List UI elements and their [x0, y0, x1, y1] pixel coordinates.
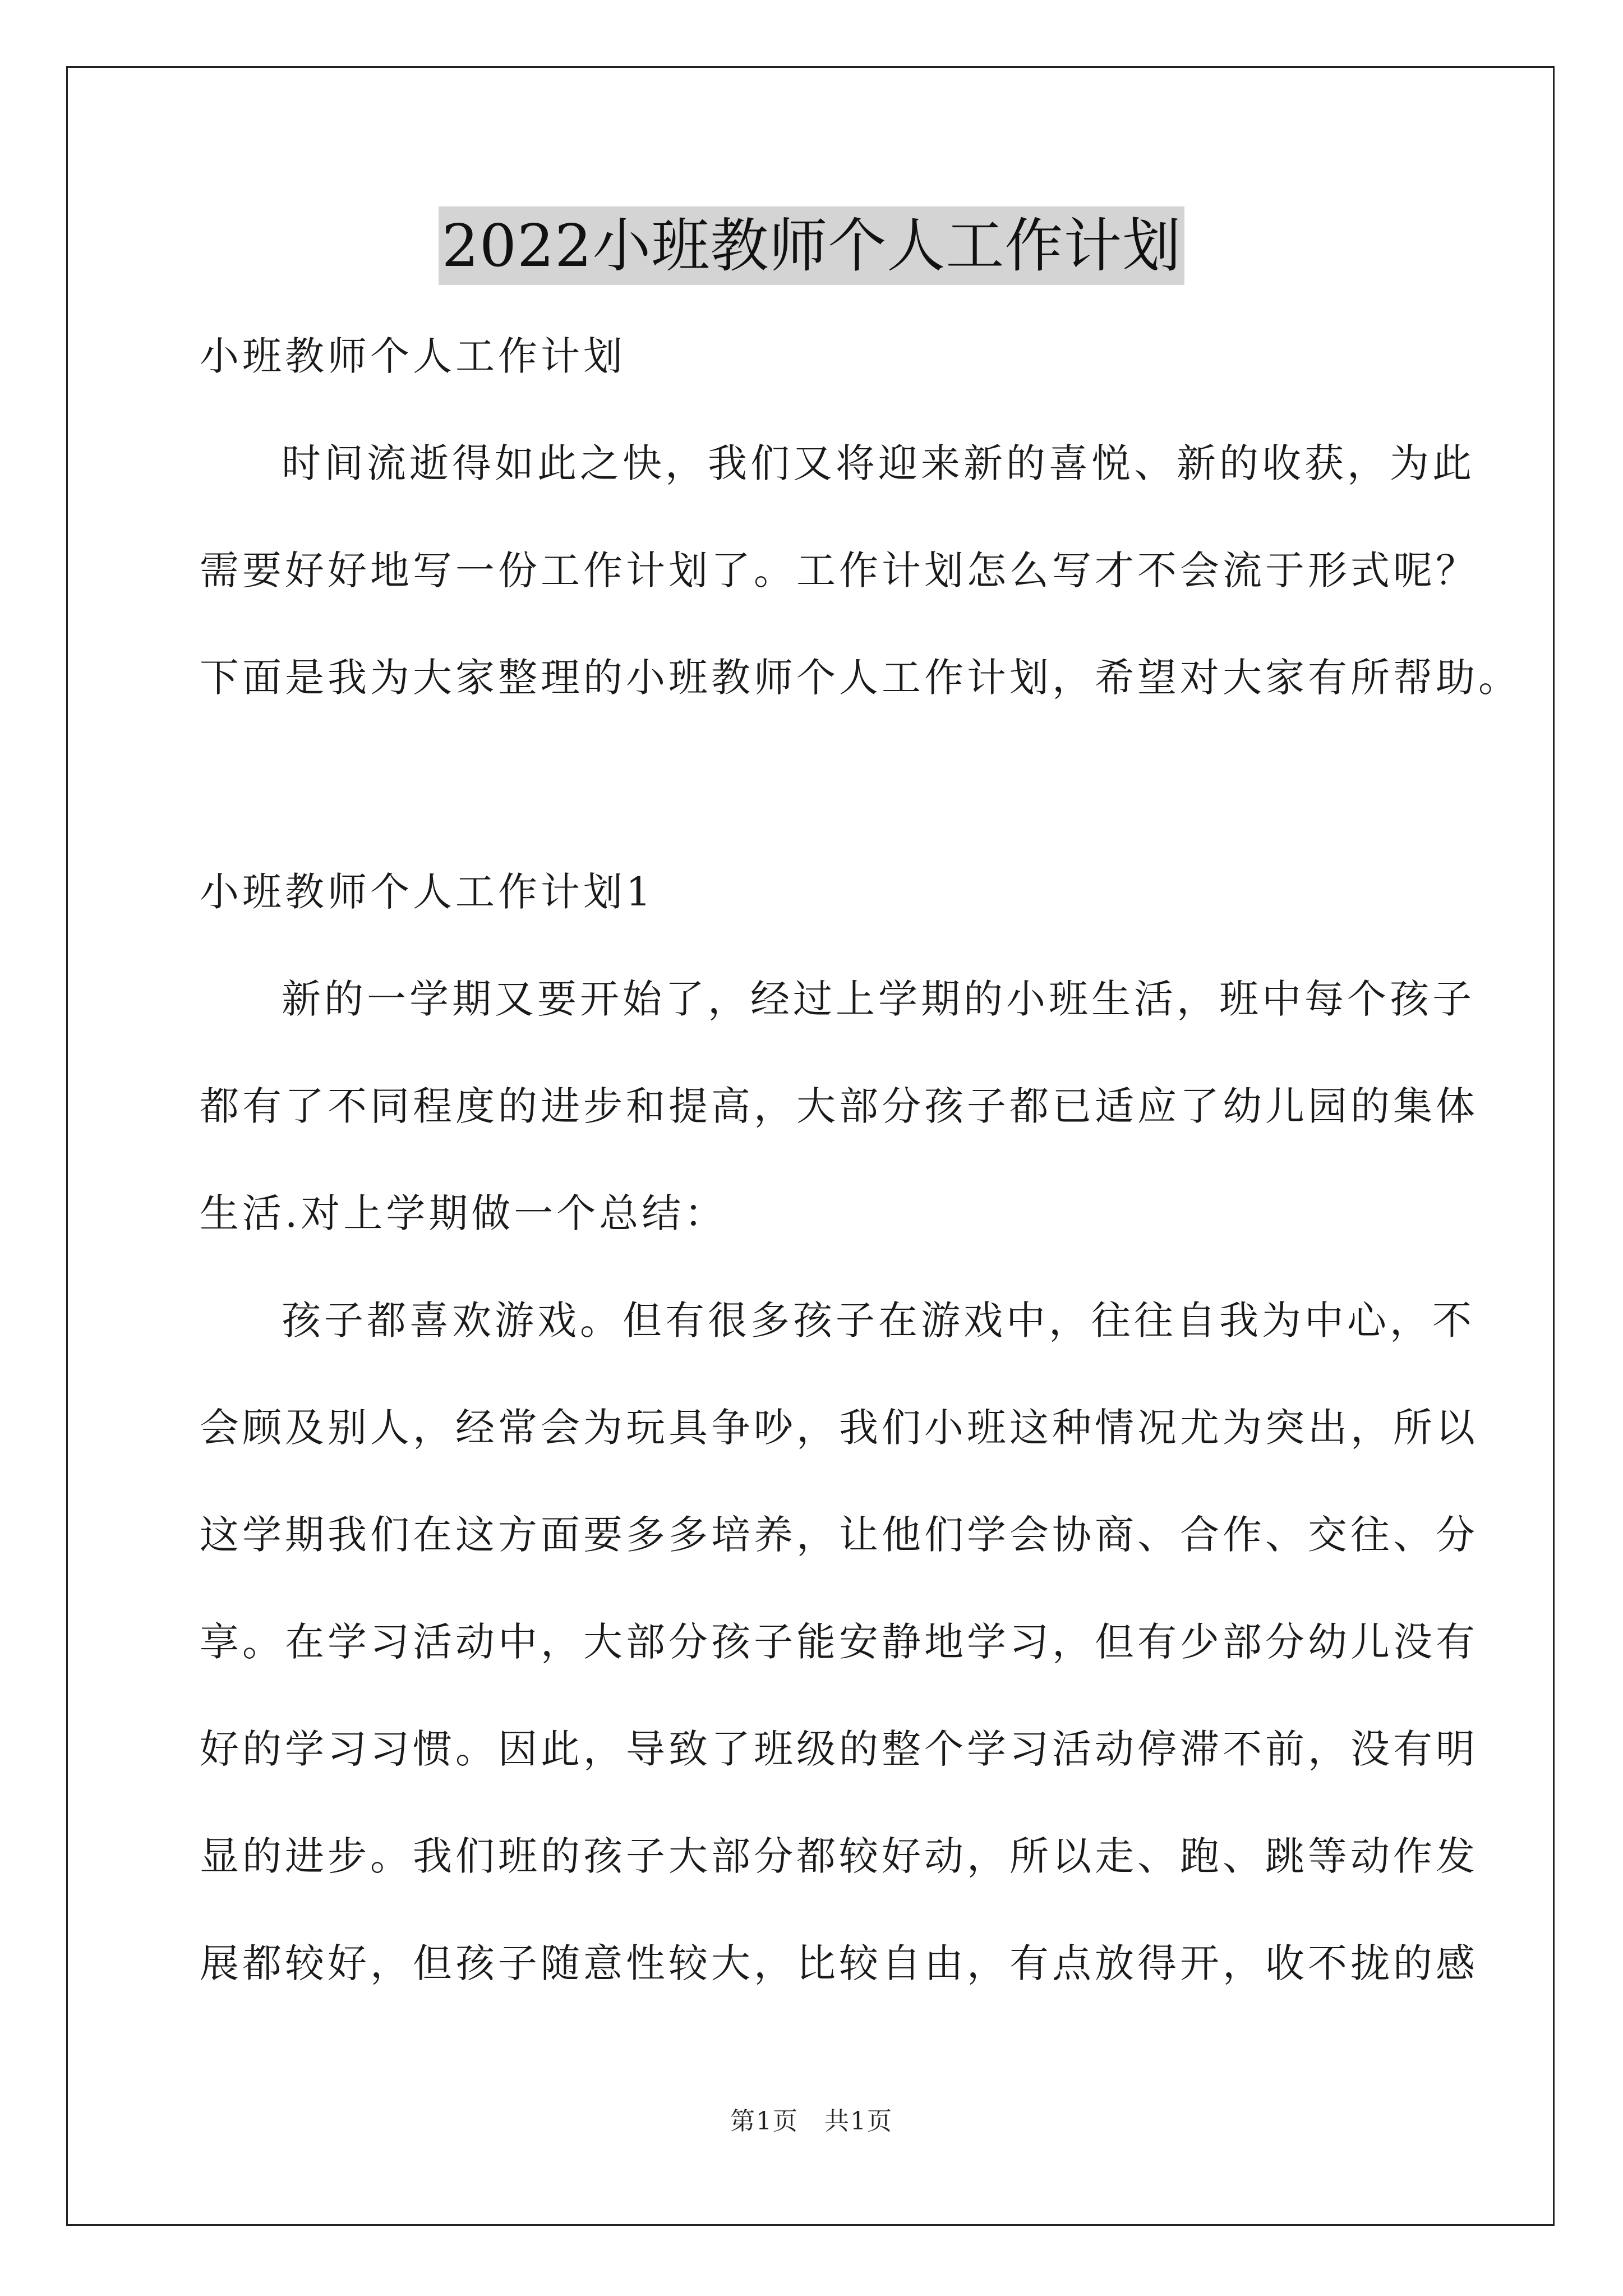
blank-line [200, 731, 1428, 839]
document-body [200, 303, 1521, 2017]
title-wrap [0, 206, 1623, 285]
paragraph-line: 会顾及别人，经常会为玩具争吵，我们小班这种情况尤为突出，所以 [200, 1405, 1478, 1451]
paragraph-line: 展都较好，但孩子随意性较大，比较自由，有点放得开，收不拢的感 [200, 1940, 1478, 1986]
document-title: 2022小班教师个人工作计划 [439, 206, 1185, 285]
page-footer: 第1页 共1页 [730, 2107, 893, 2136]
paragraph-line: 享。在学习活动中，大部分孩子能安静地学习，但有少部分幼儿没有 [200, 1619, 1478, 1665]
paragraph-line: 都有了不同程度的进步和提高，大部分孩子都已适应了幼儿园的集体 [200, 1083, 1478, 1129]
paragraph-line: 下面是我为大家整理的小班教师个人工作计划，希望对大家有所帮助。 [200, 655, 1521, 701]
paragraph-line: 孩子都喜欢游戏。但有很多孩子在游戏中，往往自我为中心，不 [282, 1297, 1475, 1343]
paragraph-line: 需要好好地写一份工作计划了。工作计划怎么写才不会流于形式呢？ [200, 547, 1478, 593]
paragraph-line: 这学期我们在这方面要多多培养，让他们学会协商、合作、交往、分 [200, 1512, 1478, 1558]
paragraph-line: 显的进步。我们班的孩子大部分都较好动，所以走、跑、跳等动作发 [200, 1833, 1478, 1879]
paragraph-line: 好的学习习惯。因此，导致了班级的整个学习活动停滞不前，没有明 [200, 1726, 1478, 1772]
paragraph-line: 生活.对上学期做一个总结： [200, 1190, 727, 1236]
paragraph-line: 时间流逝得如此之快，我们又将迎来新的喜悦、新的收获，为此 [282, 440, 1475, 486]
paragraph-line: 新的一学期又要开始了，经过上学期的小班生活，班中每个孩子 [282, 976, 1475, 1022]
section-heading: 小班教师个人工作计划 [200, 333, 626, 379]
section-heading: 小班教师个人工作计划1 [200, 869, 654, 915]
